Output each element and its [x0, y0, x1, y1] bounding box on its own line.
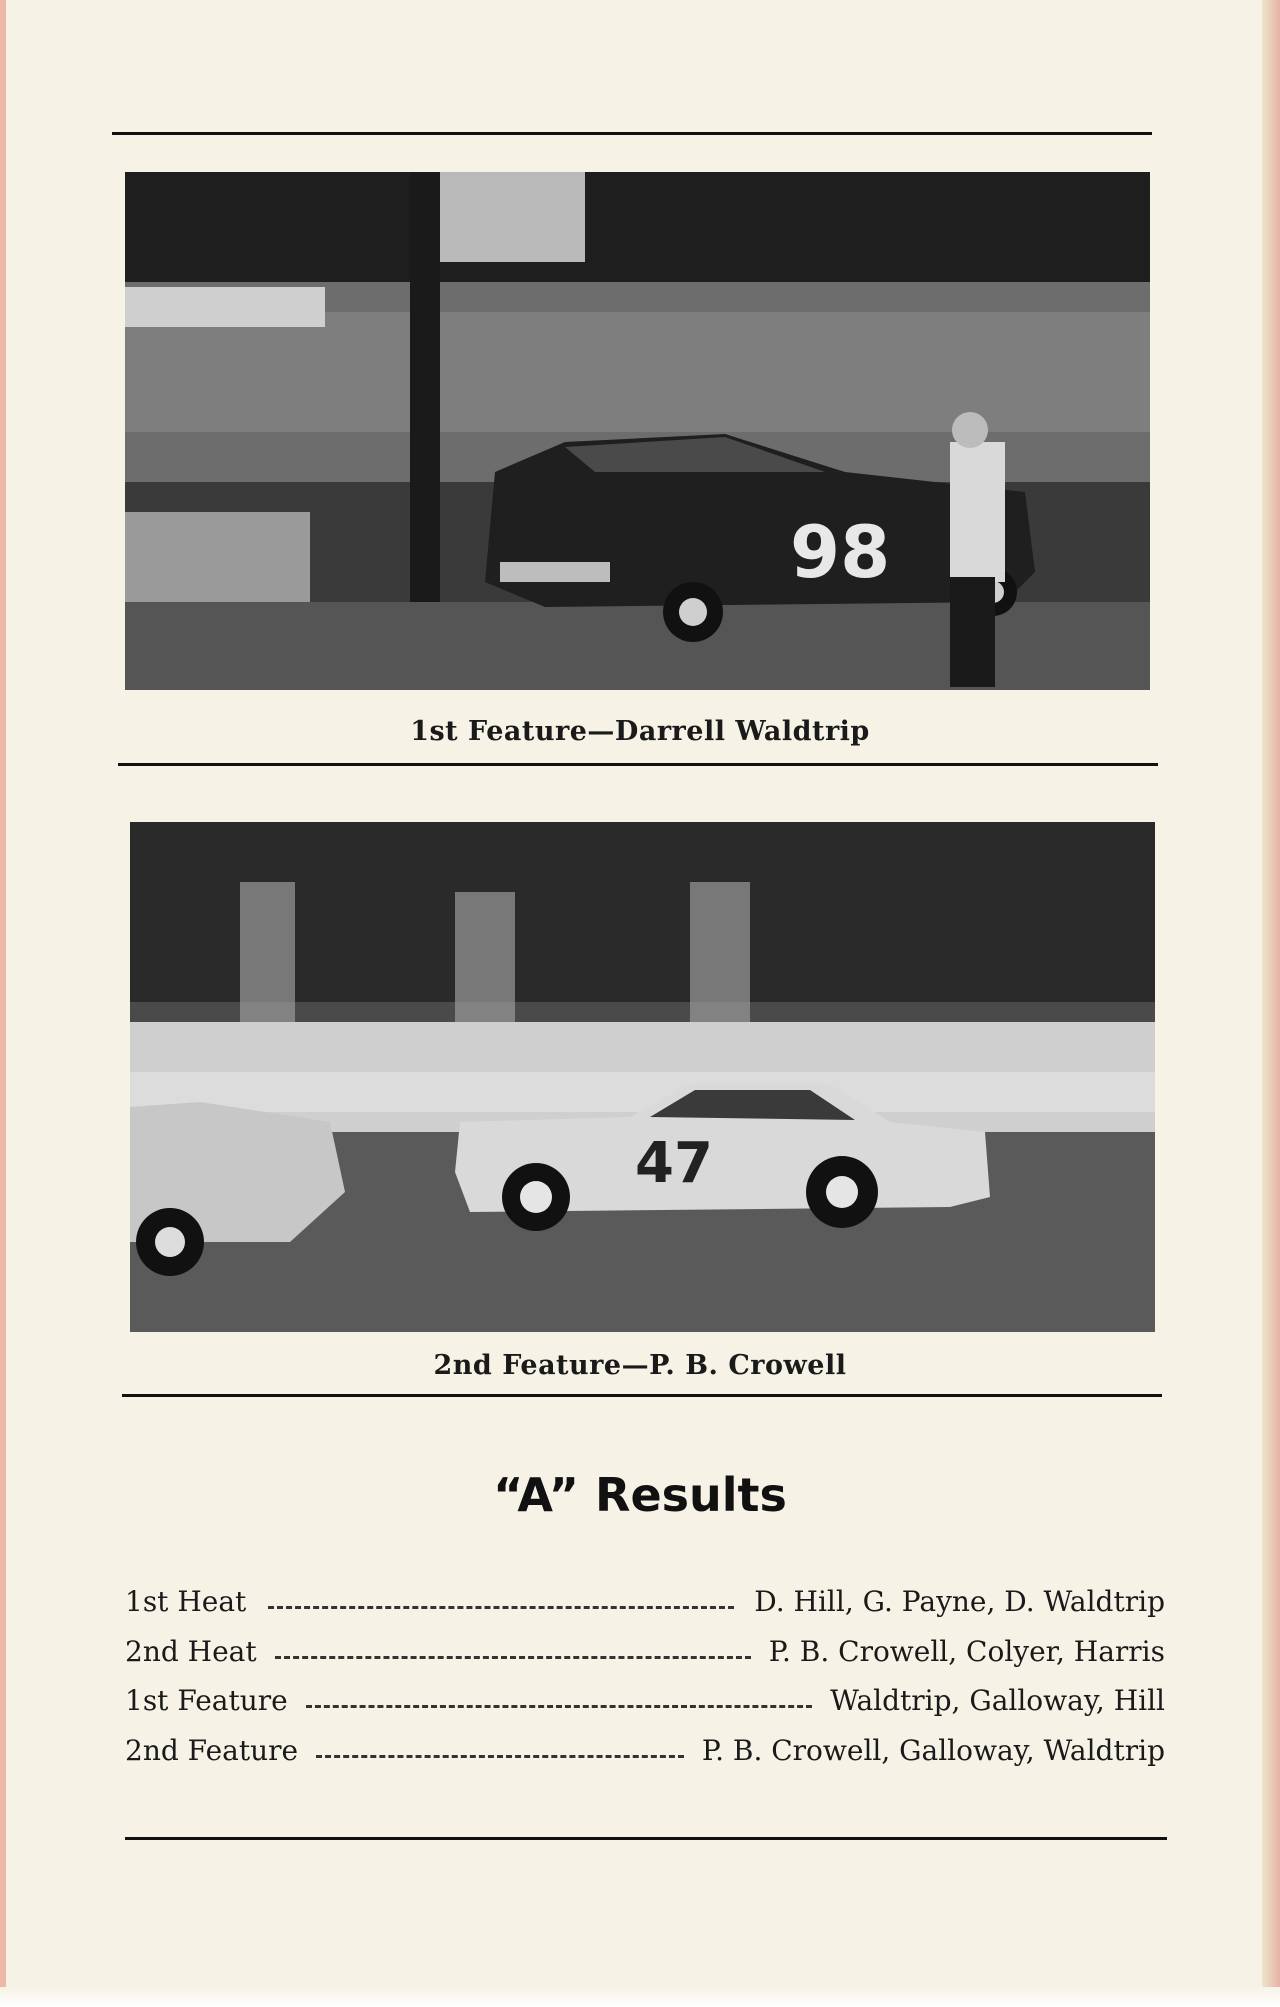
caption-second-feature: 2nd Feature—P. B. Crowell [433, 1350, 847, 1381]
car-number-47: 47 [635, 1131, 713, 1196]
results-value: Waldtrip, Galloway, Hill [830, 1684, 1165, 1717]
results-label: 1st Heat [125, 1585, 247, 1618]
dotted-leader [268, 1606, 734, 1609]
bottom-rule [125, 1837, 1167, 1840]
results-row-second-heat [125, 1628, 1165, 1668]
dotted-leader [275, 1656, 751, 1659]
caption-first-feature: 1st Feature—Darrell Waldtrip [410, 716, 870, 747]
photo-first-feature [125, 172, 1150, 690]
results-value: P. B. Crowell, Galloway, Waldtrip [701, 1734, 1165, 1767]
results-label: 2nd Feature [125, 1734, 299, 1767]
page-edge-bottom [0, 1987, 1280, 2007]
rule-after-photo-2 [122, 1394, 1162, 1397]
results-value: P. B. Crowell, Colyer, Harris [768, 1635, 1165, 1668]
rule-after-photo-1 [118, 763, 1158, 766]
results-row-second-feature [125, 1727, 1165, 1767]
photo-second-feature [130, 822, 1155, 1332]
dotted-leader [306, 1705, 812, 1708]
results-title: “A” Results [493, 1468, 787, 1522]
page-edge-right [1262, 0, 1280, 2007]
results-value: D. Hill, G. Payne, D. Waldtrip [754, 1585, 1165, 1618]
results-label: 2nd Heat [125, 1635, 257, 1668]
dotted-leader [316, 1755, 684, 1758]
car-number-98: 98 [790, 510, 891, 594]
results-label: 1st Feature [125, 1684, 288, 1717]
top-rule [112, 132, 1152, 135]
results-row-first-feature [125, 1677, 1165, 1717]
results-row-first-heat [125, 1578, 1165, 1618]
page-edge-left [0, 0, 6, 2007]
